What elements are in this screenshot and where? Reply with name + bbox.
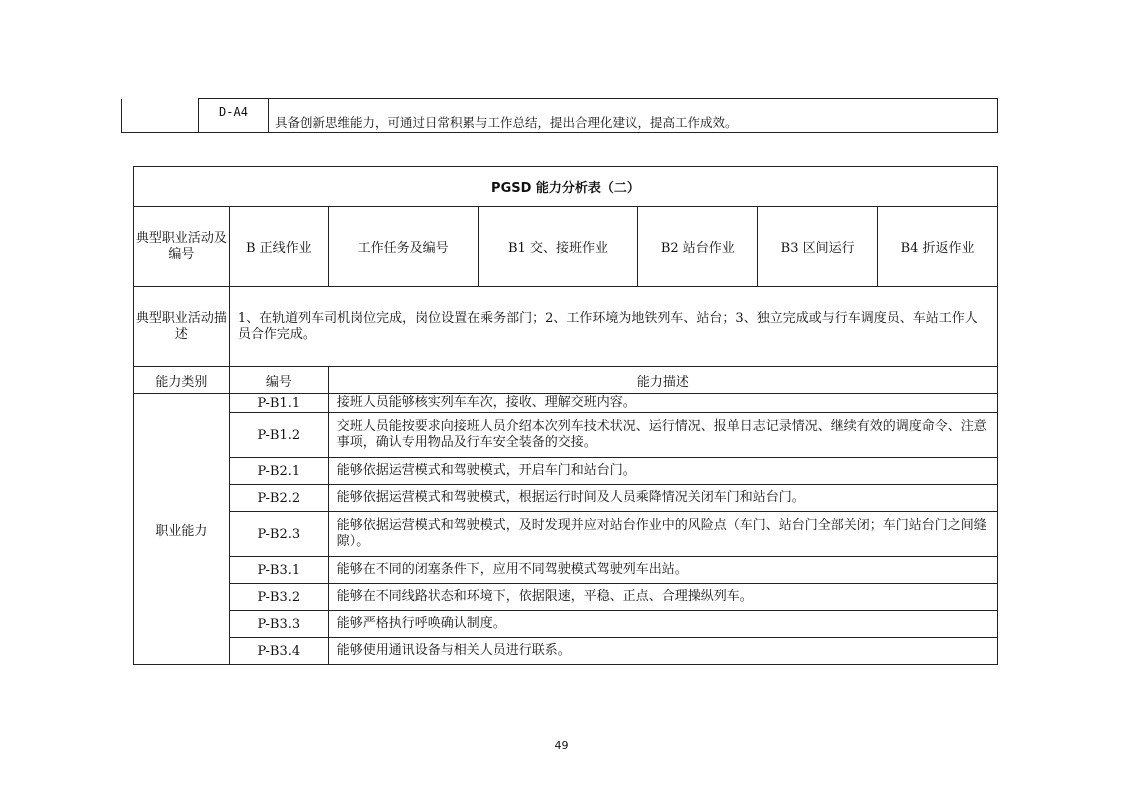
- top-table-text: 具备创新思维能力，可通过日常积累与工作总结，提出合理化建议，提高工作成效。: [269, 99, 998, 133]
- row-description: 能够使用通讯设备与相关人员进行联系。: [328, 638, 997, 665]
- task-b4: B4 折返作业: [878, 207, 998, 287]
- row-code: P-B3.4: [229, 638, 328, 665]
- task-label: 工作任务及编号: [328, 207, 478, 287]
- row-code: P-B2.1: [229, 458, 328, 485]
- row-description: 能够依据运营模式和驾驶模式，开启车门和站台门。: [328, 458, 997, 485]
- top-table-code: D-A4: [199, 99, 269, 133]
- table-row: [134, 638, 998, 665]
- row-code: P-B1.1: [229, 394, 328, 413]
- task-b1: B1 交、接班作业: [478, 207, 638, 287]
- row-description: 能够在不同的闭塞条件下，应用不同驾驶模式驾驶列车出站。: [328, 557, 997, 584]
- row-code: P-B3.3: [229, 611, 328, 638]
- top-table-empty-cell: [122, 99, 199, 133]
- row-code: P-B3.1: [229, 557, 328, 584]
- top-table-fragment: [121, 98, 998, 133]
- table-row: [134, 458, 998, 485]
- row-description: 能够严格执行呼唤确认制度。: [328, 611, 997, 638]
- row-description: 能够依据运营模式和驾驶模式，及时发现并应对站台作业中的风险点（车门、站台门全部关闭；车门站台门之间缝隙）。: [328, 512, 997, 557]
- activity-label: 典型职业活动及编号: [134, 207, 230, 287]
- row-code: P-B2.3: [229, 512, 328, 557]
- row-description: 能够在不同线路状态和环境下，依据限速，平稳、正点、合理操纵列车。: [328, 584, 997, 611]
- table-row: [134, 611, 998, 638]
- row-description: 能够依据运营模式和驾驶模式，根据运行时间及人员乘降情况关闭车门和站台门。: [328, 485, 997, 512]
- column-description: 能力描述: [328, 367, 997, 394]
- table-row: [134, 557, 998, 584]
- description-label: 典型职业活动描述: [134, 287, 230, 367]
- activity-value: B 正线作业: [229, 207, 328, 287]
- table-title: PGSD 能力分析表（二）: [134, 167, 998, 207]
- ability-analysis-table: [133, 166, 998, 665]
- table-row: [134, 512, 998, 557]
- category-cell: 职业能力: [134, 394, 230, 665]
- column-category: 能力类别: [134, 367, 230, 394]
- table-row: [134, 584, 998, 611]
- description-text: 1、在轨道列车司机岗位完成，岗位设置在乘务部门；2、工作环境为地铁列车、站台；3、独立完成或与行车调度员、车站工作人员合作完成。: [229, 287, 997, 367]
- task-b2: B2 站台作业: [638, 207, 758, 287]
- row-code: P-B1.2: [229, 413, 328, 458]
- page-number: 49: [554, 739, 569, 752]
- table-row: [134, 394, 998, 413]
- column-code: 编号: [229, 367, 328, 394]
- row-code: P-B2.2: [229, 485, 328, 512]
- task-b3: B3 区间运行: [758, 207, 878, 287]
- table-row: [134, 485, 998, 512]
- table-row: [134, 413, 998, 458]
- row-description: 交班人员能按要求向接班人员介绍本次列车技术状况、运行情况、报单日志记录情况、继续有效的调度命令、注意事项，确认专用物品及行车安全装备的交接。: [328, 413, 997, 458]
- row-description: 接班人员能够核实列车车次，接收、理解交班内容。: [328, 394, 997, 413]
- row-code: P-B3.2: [229, 584, 328, 611]
